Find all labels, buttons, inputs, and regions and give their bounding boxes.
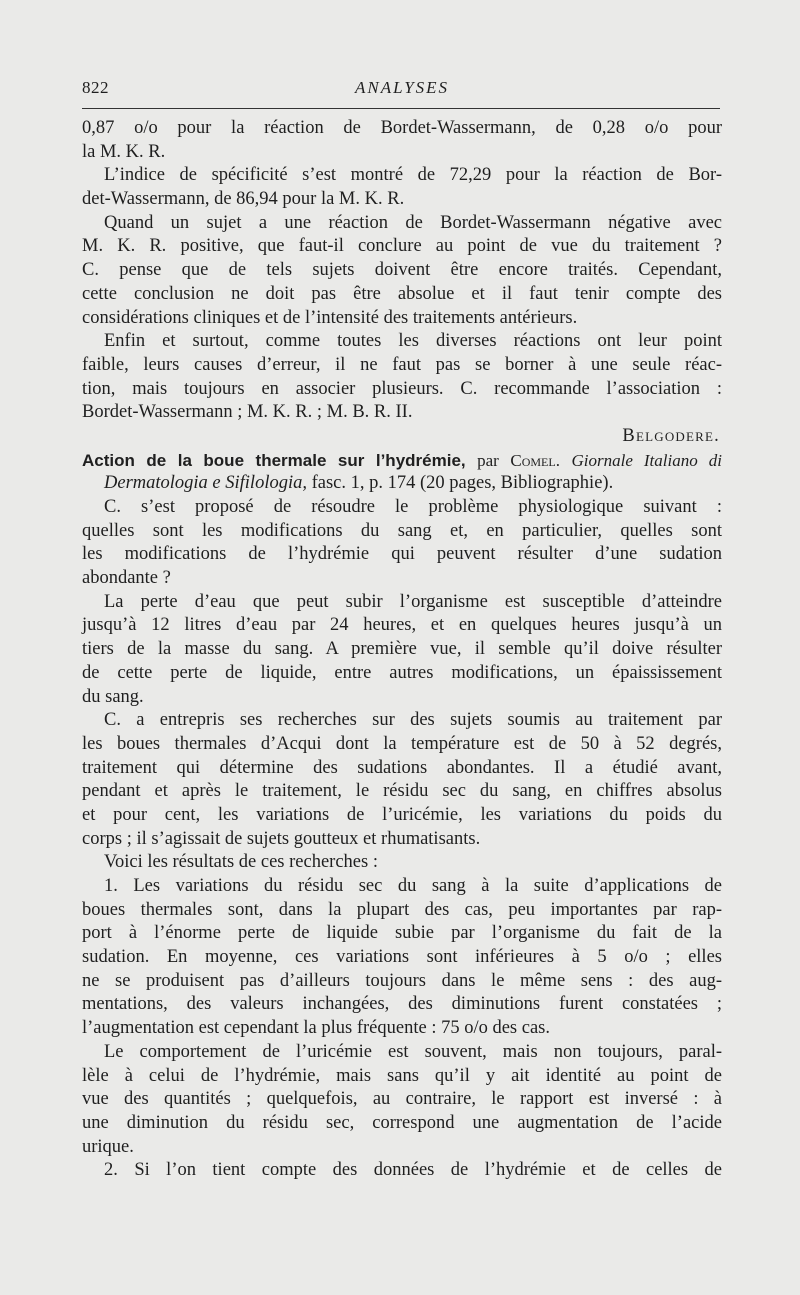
text-line: 1. Les variations du résidu sec du sang à la suite d’applications de (104, 876, 722, 896)
text-line: et pour cent, les variations de l’uricémie, les variations du poids du (82, 804, 722, 825)
article-author: Comel. (510, 450, 560, 470)
text-line: pendant et après le traitement, le résidu sec du sang, en chiffres absolus (82, 781, 722, 802)
text-line: une diminution du résidu sec, correspond une augmentation de l’acide (82, 1112, 722, 1133)
paragraph (82, 709, 722, 851)
article-reference-line (82, 472, 722, 496)
text-line: mentations, des valeurs inchangées, des diminutions furent constatées ; (82, 994, 722, 1015)
author-signature: Belgodere. (622, 425, 720, 446)
header-rule (82, 108, 720, 109)
text-line: 0,87 o/o pour la réaction de Bordet-Wassermann, de 0,28 o/o pour (82, 118, 722, 138)
text-line: port à l’énorme perte de liquide subie par l’organisme du fait de la (82, 923, 722, 944)
text-line: C. s’est proposé de résoudre le problème physiologique suivant : (104, 497, 722, 517)
article-title-line (82, 449, 722, 473)
text-line: Quand un sujet a une réaction de Bordet-Wassermann négative avec (104, 212, 722, 233)
text-line: les boues thermales d’Acqui dont la température est de 50 à 52 degrés, (82, 733, 722, 754)
text-line: du sang. (82, 686, 144, 707)
paragraph (82, 875, 722, 1041)
text-line: corps ; il s’agissait de sujets goutteux et rhumatisants. (82, 828, 481, 849)
paragraph (82, 496, 722, 591)
paragraph (82, 212, 722, 330)
text-line: La perte d’eau que peut subir l’organisme est susceptible d’atteindre (104, 591, 722, 612)
text-line: C. a entrepris ses recherches sur des sujets soumis au traitement par (104, 710, 722, 731)
text-line: sudation. En moyenne, ces variations sont inférieures à 5 o/o ; elles (82, 947, 722, 968)
page-header (82, 76, 722, 102)
running-head: ANALYSES (354, 78, 450, 97)
text-line: det-Wassermann, de 86,94 pour la M. K. R. (82, 189, 405, 210)
text-line: de cette perte de liquide, entre autres modifications, un épaississement (82, 662, 722, 683)
text-line: ne se produisent pas d’ailleurs toujours dans le même sens : des aug- (82, 970, 722, 991)
text-line: abondante ? (82, 568, 171, 589)
article-title: Action de la boue thermale sur l’hydrémie, (82, 450, 466, 470)
page-number: 822 (82, 78, 109, 97)
paragraph (82, 164, 722, 211)
text-line: considérations cliniques et de l’intensité des traitements antérieurs. (82, 307, 578, 328)
text-line: tiers de la masse du sang. A première vue, il semble qu’il doive résulter (82, 639, 722, 660)
paragraph (82, 1041, 722, 1159)
text-line: vue des quantités ; quelquefois, au contraire, le rapport est inversé : à (82, 1089, 722, 1110)
text-line: tion, mais toujours en associer plusieurs. C. recommande l’association : (82, 378, 722, 399)
text-line: Voici les résultats de ces recherches : (104, 852, 378, 873)
text-line: traitement qui détermine des sudations abondantes. Il a étudié avant, (82, 757, 722, 778)
text-line: Le comportement de l’uricémie est souvent, mais non toujours, paral- (104, 1041, 722, 1062)
paragraph (82, 117, 722, 164)
page-body (82, 117, 722, 1183)
paragraph (82, 330, 722, 425)
text-line: M. K. R. positive, que faut-il conclure au point de vue du traitement ? (82, 236, 722, 257)
text-line: Enfin et surtout, comme toutes les diverses réactions ont leur point (104, 331, 722, 352)
journal-name: Giornale Italiano di (571, 450, 722, 470)
text-line: la M. K. R. (82, 141, 166, 162)
article-heading (82, 449, 722, 496)
text-line: jusqu’à 12 litres d’eau par 24 heures, et en quelques heures jusqu’à un (82, 615, 722, 636)
text-line: 2. Si l’on tient compte des données de l’hydrémie et de celles de (104, 1160, 722, 1181)
paragraph (82, 1159, 722, 1183)
text-line: faible, leurs causes d’erreur, il ne faut pas se borner à une seule réac- (82, 354, 722, 375)
text-line: C. pense que de tels sujets doivent être encore traités. Cependant, (82, 260, 722, 281)
journal-name-continued: Dermatologia e Sifilologia, (104, 473, 307, 494)
text-line: Bordet-Wassermann ; M. K. R. ; M. B. R. II. (82, 402, 413, 423)
text-line: quelles sont les modifications du sang et, en particulier, quelles sont (82, 520, 722, 541)
text-line: l’augmentation est cependant la plus fréquente : 75 o/o des cas. (82, 1018, 551, 1039)
paragraph (82, 851, 722, 875)
text-line: cette conclusion ne doit pas être absolue et il faut tenir compte des (82, 283, 722, 304)
text-line: les modifications de l’hydrémie qui peuvent résulter d’une sudation (82, 544, 722, 565)
paragraph (82, 591, 722, 709)
text-line: L’indice de spécificité s’est montré de 72,29 pour la réaction de Bor- (104, 165, 722, 186)
article-details: fasc. 1, p. 174 (20 pages, Bibliographie). (311, 473, 614, 494)
text-line: urique. (82, 1136, 134, 1157)
article-by: par (477, 450, 499, 470)
text-line: boues thermales sont, dans la plupart des cas, peu importantes par rap- (82, 899, 722, 920)
text-line: lèle à celui de l’hydrémie, mais sans qu’il y ait identité au point de (82, 1065, 722, 1086)
